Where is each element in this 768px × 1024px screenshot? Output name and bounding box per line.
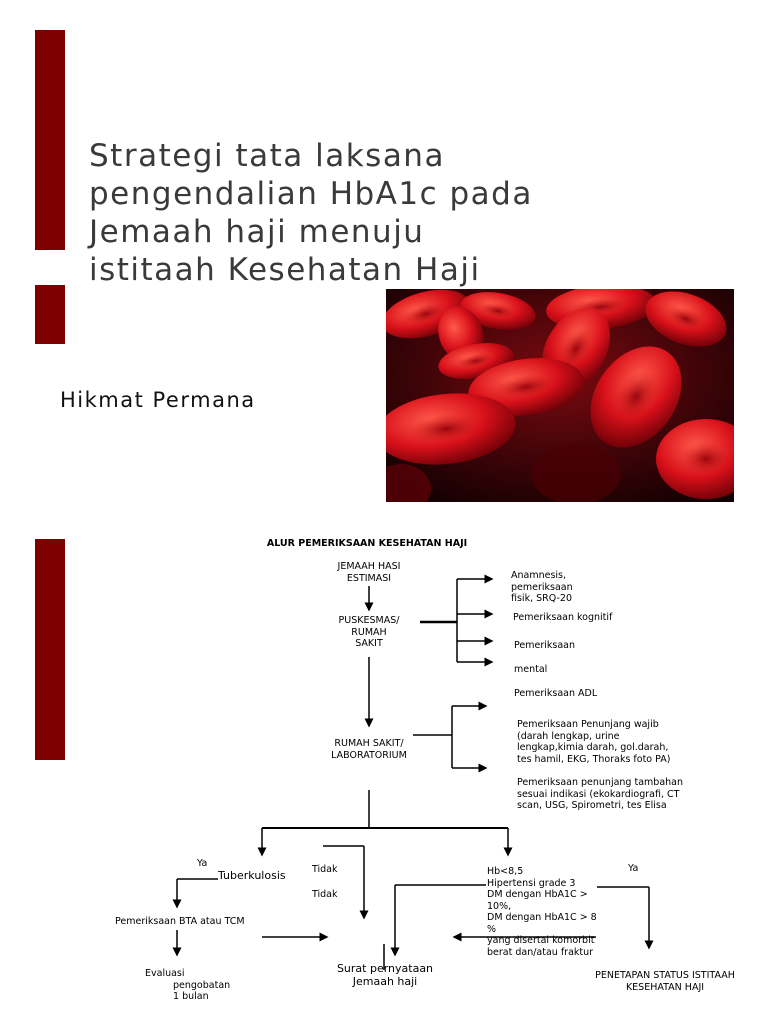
author-name: Hikmat Permana bbox=[60, 388, 256, 412]
node-line: Jemaah haji bbox=[352, 975, 418, 988]
node-line: Anamnesis, bbox=[511, 570, 567, 581]
node-line: RUMAH SAKIT/ bbox=[334, 738, 404, 749]
node-line: KESEHATAN HAJI bbox=[625, 981, 705, 993]
node-surat bbox=[320, 962, 450, 988]
node-line: SAKIT bbox=[355, 638, 383, 649]
title-line: istitaah Kesehatan Haji bbox=[89, 252, 481, 288]
title-line: Jemaah haji menuju bbox=[89, 214, 425, 250]
node-penetapan bbox=[575, 970, 755, 993]
node-penunjang-wajib bbox=[517, 719, 692, 765]
node-line: 1 bulan bbox=[173, 991, 209, 1002]
node-bta: Pemeriksaan BTA atau TCM bbox=[115, 916, 245, 927]
node-line: Pemeriksaan Penunjang wajib bbox=[517, 719, 659, 730]
node-line: tes hamil, EKG, Thoraks foto PA) bbox=[517, 753, 671, 765]
node-line: Hb<8,5 bbox=[487, 866, 524, 877]
node-penunjang-tambahan bbox=[517, 777, 707, 812]
node-line: ESTIMASI bbox=[346, 572, 392, 584]
node-line: lengkap,kimia darah, gol.darah, bbox=[517, 742, 669, 753]
label-ya-right: Ya bbox=[628, 863, 639, 874]
node-puskesmas bbox=[322, 615, 416, 650]
node-line: DM dengan HbA1C > 8 % bbox=[487, 912, 597, 935]
title-line: Strategi tata laksana bbox=[89, 138, 445, 174]
node-line: scan, USG, Spirometri, tes Elisa bbox=[517, 800, 667, 811]
node-line: RUMAH bbox=[351, 626, 387, 638]
node-pemeriksaan: Pemeriksaan bbox=[514, 640, 575, 651]
node-line: berat dan/atau fraktur bbox=[487, 946, 594, 958]
node-rs-lab bbox=[316, 738, 422, 761]
node-evaluasi bbox=[145, 968, 245, 1003]
node-line: PENETAPAN STATUS ISTITAAH bbox=[595, 970, 735, 981]
node-kognitif: Pemeriksaan kognitif bbox=[513, 612, 613, 623]
node-criteria bbox=[487, 866, 597, 958]
flowchart-heading: ALUR PEMERIKSAAN KESEHATAN HAJI bbox=[266, 538, 468, 549]
node-mental: mental bbox=[514, 664, 548, 675]
node-line: LABORATORIUM bbox=[331, 749, 407, 761]
label-tidak-2: Tidak bbox=[312, 889, 338, 900]
node-line: Surat pernyataan bbox=[336, 962, 434, 975]
node-line: PUSKESMAS/ bbox=[338, 615, 400, 626]
node-jemaah bbox=[322, 561, 416, 584]
node-line: Hipertensi grade 3 bbox=[487, 877, 576, 889]
title-line: pengendalian HbA1c pada bbox=[89, 176, 533, 212]
node-line: pemeriksaan bbox=[511, 581, 573, 593]
node-tuberkulosis: Tuberkulosis bbox=[218, 869, 286, 882]
node-line: yang disertai komorbit bbox=[487, 935, 595, 946]
node-line: pengobatan bbox=[173, 979, 231, 991]
node-line: sesuai indikasi (ekokardiografi, CT bbox=[517, 788, 680, 800]
node-line: (darah lengkap, urine bbox=[517, 730, 620, 742]
label-ya-left: Ya bbox=[197, 858, 208, 869]
node-line: fisik, SRQ-20 bbox=[511, 593, 573, 604]
label-tidak-1: Tidak bbox=[312, 864, 338, 875]
node-line: Evaluasi bbox=[145, 968, 185, 979]
node-anamnesis bbox=[511, 570, 601, 605]
node-line: DM dengan HbA1C > 10%, bbox=[487, 889, 588, 912]
node-line: Pemeriksaan penunjang tambahan bbox=[517, 777, 683, 788]
node-adl: Pemeriksaan ADL bbox=[514, 688, 598, 699]
node-line: JEMAAH HASI bbox=[337, 561, 401, 572]
